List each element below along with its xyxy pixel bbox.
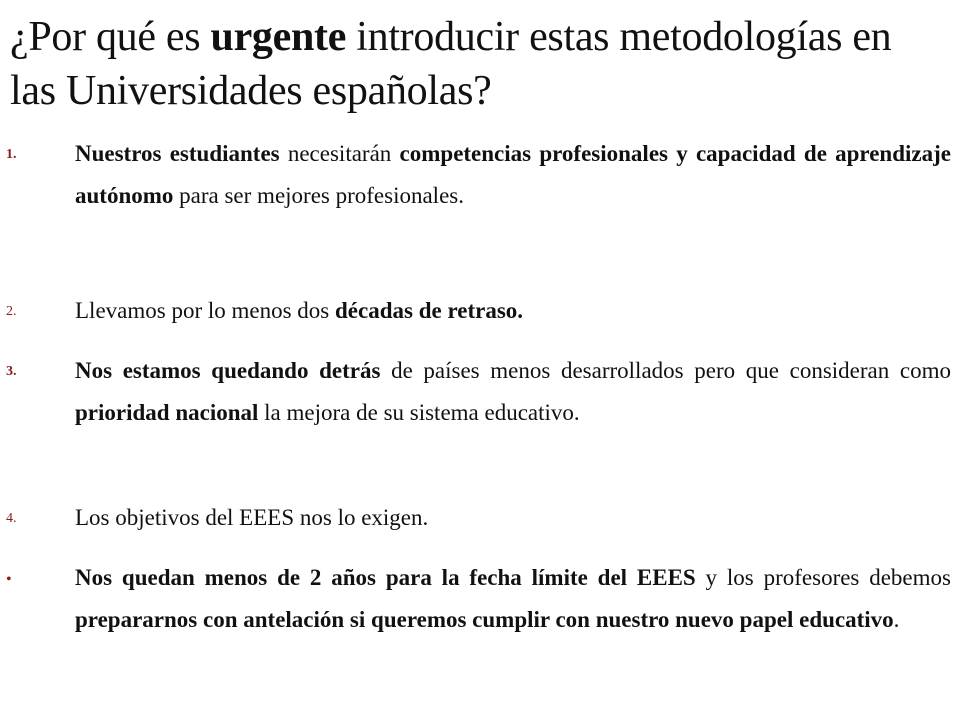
text-plain: y los profesores debemos xyxy=(695,565,951,590)
bullet-icon: • xyxy=(6,571,12,588)
item-number: 4. xyxy=(6,511,17,526)
text-bold: prepararnos con antelación si queremos cumplir con nuestro nuevo papel educativo xyxy=(75,607,894,632)
item-number: 3. xyxy=(6,364,17,379)
item-text xyxy=(75,497,951,539)
text-plain: para ser mejores profesionales. xyxy=(173,183,464,208)
slide-title xyxy=(10,10,940,118)
text-plain: Los objetivos del EEES nos lo exigen. xyxy=(75,505,429,530)
text-plain: necesitarán xyxy=(279,141,400,166)
item-text xyxy=(75,290,951,332)
item-number: 1. xyxy=(6,147,17,162)
item-text xyxy=(75,557,951,641)
title-text-end: introducir estas metodologías en las Universidades españolas? xyxy=(10,14,892,114)
text-plain: Llevamos por lo menos dos xyxy=(75,298,335,323)
text-bold: décadas de retraso. xyxy=(335,298,524,323)
text-plain: la mejora de su sistema educativo. xyxy=(258,400,580,425)
text-plain: . xyxy=(893,607,900,632)
text-plain: de países menos desarrollados pero que consideran como xyxy=(380,358,951,383)
text-bold: Nuestros estudiantes xyxy=(75,141,280,166)
title-text-start: ¿Por qué es xyxy=(10,14,211,60)
text-bold: Nos estamos quedando detrás xyxy=(75,358,381,383)
item-text xyxy=(75,133,951,217)
item-number: 2. xyxy=(6,304,17,319)
text-bold: prioridad nacional xyxy=(75,400,259,425)
text-bold: Nos quedan menos de 2 años para la fecha límite del EEES xyxy=(75,565,696,590)
title-emphasis: urgente xyxy=(210,14,347,60)
item-text xyxy=(75,350,951,434)
text-bold: competencias profesionales y capacidad de aprendizaje autónomo xyxy=(75,141,951,208)
